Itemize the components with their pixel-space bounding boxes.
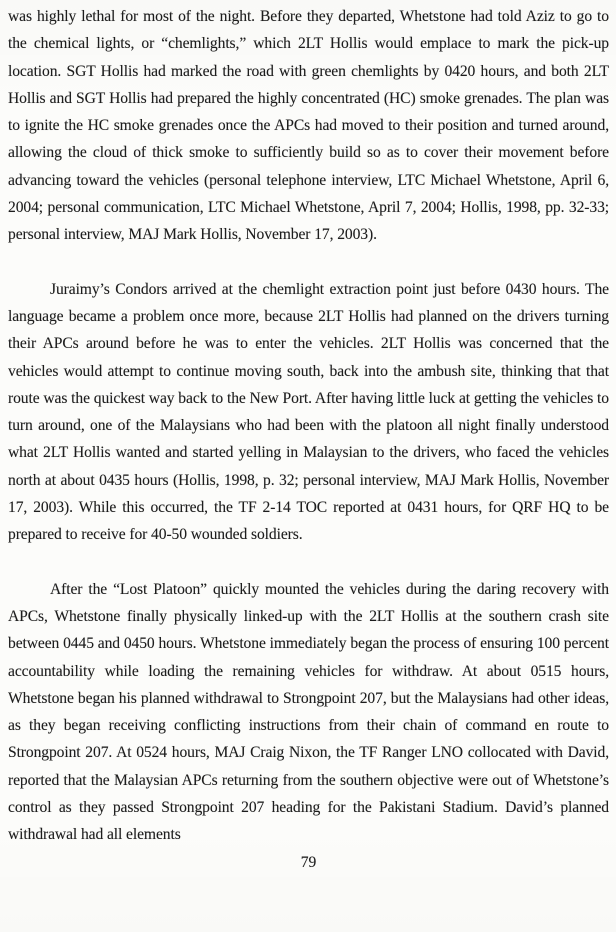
paragraph-condors-arrival: Juraimy’s Condors arrived at the chemlight extraction point just before 0430 hours. The language became a problem once more, because 2LT Hollis had planned on the drivers turning their APCs around before he was to enter the vehicles. 2LT Hollis was concerned that the vehicles would attempt to continue moving south, back into the ambush site, thinking that that route was the quickest way back to the New Port. After having little luck at getting the vehicles to turn around, one of the Malaysians who had been with the platoon all night finally understood what 2LT Hollis wanted and started yelling in Malaysian to the drivers, who faced the vehicles north at about 0435 hours (Hollis, 1998, p. 32; personal interview, MAJ Mark Hollis, November 17, 2003). While this occurred, the TF 2-14 TOC reported at 0431 hours, for QRF HQ to be prepared to receive for 40-50 wounded soldiers. — [8, 280, 609, 544]
body-text — [8, 3, 609, 849]
paragraph-continuation: was highly lethal for most of the night. Before they departed, Whetstone had told Aziz to go to the chemical lights, or “chemlights,” which 2LT Hollis would emplace to mark the pick-up location. SGT Hollis had marked the road with green chemlights by 0420 hours, and both 2LT Hollis and SGT Hollis had prepared the highly concentrated (HC) smoke grenades. The plan was to ignite the HC smoke grenades once the APCs had moved to their position and turned around, allowing the cloud of thick smoke to sufficiently build so as to cover their movement before advancing toward the vehicles (personal telephone interview, LTC Michael Whetstone, April 6, 2004; personal communication, LTC Michael Whetstone, April 7, 2004; Hollis, 1998, pp. 32-33; personal interview, MAJ Mark Hollis, November 17, 2003). — [8, 8, 609, 244]
page-number: 79 — [300, 853, 317, 871]
paragraph-lost-platoon-recovery: After the “Lost Platoon” quickly mounted the vehicles during the daring recovery with APCs, Whetstone finally physically linked-up with the 2LT Hollis at the southern crash site between 0445 and 0450 hours. Whetstone immediately began the process of ensuring 100 percent accountability while loading the remaining vehicles for withdraw. At about 0515 hours, Whetstone began his planned withdrawal to Strongpoint 207, but the Malaysians had other ideas, as they began receiving conflicting instructions from their chain of command en route to Strongpoint 207. At 0524 hours, MAJ Craig Nixon, the TF Ranger LNO collocated with David, reported that the Malaysian APCs returning from the southern objective were out of Whetstone’s control as they passed Strongpoint 207 heading for the Pakistani Stadium. David’s planned withdrawal had all elements — [8, 580, 609, 844]
